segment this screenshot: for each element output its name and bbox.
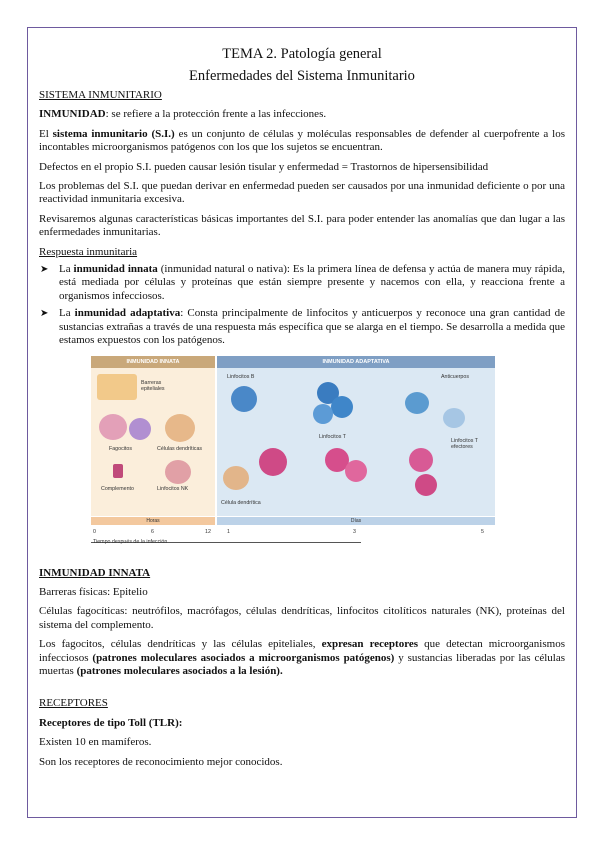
paragraph-mejor-conocidos: Son los receptores de reconocimiento mejor conocidos.: [39, 755, 283, 768]
paragraph-fagocitos: [39, 638, 565, 678]
tick-label: 1: [227, 528, 230, 535]
t-lymphocyte: [345, 460, 367, 482]
tick-label: 0: [93, 528, 96, 535]
term-inmunidad-innata: inmunidad innata: [73, 263, 158, 276]
text-fragment: Los fagocitos, células dendríticas y las células epiteliales,: [39, 638, 322, 651]
paragraph-defectos: Defectos en el propio S.I. pueden causar lesión tisular y enfermedad = Trastornos de hipersensibilidad: [39, 160, 489, 173]
inmunidad-definition: : se refiere a la protección frente a las infecciones.: [105, 108, 327, 121]
tick-label: 5: [481, 528, 484, 535]
page-title: TEMA 2. Patología general: [222, 46, 382, 62]
t-lymphocyte: [259, 448, 287, 476]
innate-header: INMUNIDAD INNATA: [91, 356, 215, 368]
bullet-list: [39, 263, 565, 347]
arrow-bullet-icon: ➤: [40, 308, 49, 320]
spacer: [39, 678, 565, 694]
arrow-bullet-icon: ➤: [40, 264, 49, 276]
list-item: [39, 263, 565, 303]
text-fragment: El: [39, 127, 53, 140]
text-fragment: (inmunidad natural o nativa): Es la primera línea de defensa y actúa de manera muy rápida, está mediada por células y proteínas que están siempre presente y nacemos con ella, y reacciona frente a organismos infecciosos.: [59, 263, 565, 302]
tick-label: 6: [151, 528, 154, 535]
epithelium-illustration: [97, 374, 137, 400]
text-fragment: que detectan microorganismos infecciosos: [39, 638, 565, 664]
label-fagocitos: Fagocitos: [109, 445, 132, 452]
effector-t-cell: [409, 448, 433, 472]
label-linfocitos-t-efectores: Linfocitos T efectores: [451, 437, 478, 450]
dendritic-cell: [165, 414, 195, 442]
page-subtitle: Enfermedades del Sistema Inmunitario: [189, 68, 415, 84]
heading-receptores: RECEPTORES: [39, 697, 108, 710]
immunity-figure: [91, 356, 495, 545]
label-barreras: Barreras epiteliales: [141, 379, 165, 392]
label-linfocitos-t: Linfocitos T: [319, 433, 346, 440]
paragraph-celulas-fagociticas: Células fagocíticas: neutrófilos, macrófagos, células dendríticas, linfocitos citolíticos naturales (NK), proteínas del sistema del complemento.: [39, 605, 565, 631]
term-inmunidad-adaptativa: inmunidad adaptativa: [74, 307, 181, 320]
paragraph-barreras: Barreras físicas: Epitelio: [39, 585, 148, 598]
term-tlr: Receptores de tipo Toll (TLR):: [39, 716, 183, 729]
tick-label: 12: [205, 528, 211, 535]
adaptive-header: INMUNIDAD ADAPTATIVA: [217, 356, 495, 368]
b-lymphocyte: [313, 404, 333, 424]
plasma-cell: [443, 408, 465, 428]
phagocyte-cell: [129, 418, 151, 440]
term-pamp: (patrones moleculares asociados a microorganismos patógenos): [92, 651, 395, 664]
plasma-cell: [405, 392, 429, 414]
label-linfocitos-b: Linfocitos B: [227, 373, 255, 380]
term-sistema-inmunitario: sistema inmunitario (S.I.): [52, 127, 175, 140]
text-fragment: La: [59, 307, 75, 320]
b-lymphocyte: [231, 386, 257, 412]
paragraph-sistema: [39, 128, 565, 155]
label-dendriticas: Células dendríticas: [157, 445, 203, 452]
paragraph-revisaremos: Revisaremos algunas características básicas importantes del S.I. para poder entender las anomalías que dan lugar a las enfermedades inmunitarias.: [39, 212, 565, 239]
list-item: [39, 307, 565, 347]
tick-label: 3: [353, 528, 356, 535]
b-lymphocyte: [331, 396, 353, 418]
paragraph-problemas: Los problemas del S.I. que puedan derivar en enfermedad pueden ser causados por una inmunidad deficiente o por una reactividad inmunitaria excesiva.: [39, 180, 565, 206]
label-nk: Linfocitos NK: [157, 485, 189, 492]
text-fragment: es un conjunto de células y moléculas responsables de defender al cuerpofrente a los incontables microorganismos patógenos con los que los sujetos se encuentran.: [39, 127, 565, 154]
text-fragment: La: [59, 263, 74, 276]
dendritic-cell: [223, 466, 249, 490]
axis-days-bar: Días: [217, 517, 495, 525]
heading-sistema-inmunitario: SISTEMA INMUNITARIO: [39, 89, 162, 101]
label-complemento: Complemento: [101, 485, 134, 492]
text-fragment: y sustancias liberadas por las células muertas: [39, 651, 566, 677]
paragraph-inmunidad: [39, 108, 565, 121]
heading-respuesta-inmunitaria: Respuesta inmunitaria: [39, 245, 138, 258]
document-body: [39, 44, 565, 769]
adaptive-panel: [217, 356, 495, 516]
effector-t-cell: [415, 474, 437, 496]
label-anticuerpos: Anticuerpos: [441, 373, 469, 380]
heading-inmunidad-innata: INMUNIDAD INNATA: [39, 566, 151, 579]
nk-cell: [165, 460, 191, 484]
term-expresan-receptores: expresan receptores: [321, 638, 419, 651]
complement-illustration: [113, 464, 123, 478]
paragraph-existen: Existen 10 en mamíferos.: [39, 736, 152, 749]
term-inmunidad: INMUNIDAD: [39, 108, 106, 121]
axis-hours-bar: Horas: [91, 517, 215, 525]
phagocyte-cell: [99, 414, 127, 440]
text-fragment: : Consta principalmente de linfocitos y anticuerpos y reconoce una gran cantidad de sustancias extrañas a través de una respuesta más específica que se alarga en el tiempo. Se desarrolla a medida que estamos expuestos con los patógenos.: [59, 307, 566, 347]
term-damp: (patrones moleculares asociados a la lesión).: [76, 664, 283, 677]
label-celula-dendritica: Célula dendrítica: [221, 499, 261, 506]
axis-caption: Tiempo después de la infección: [93, 538, 168, 545]
subheading-tlr: [39, 717, 565, 730]
